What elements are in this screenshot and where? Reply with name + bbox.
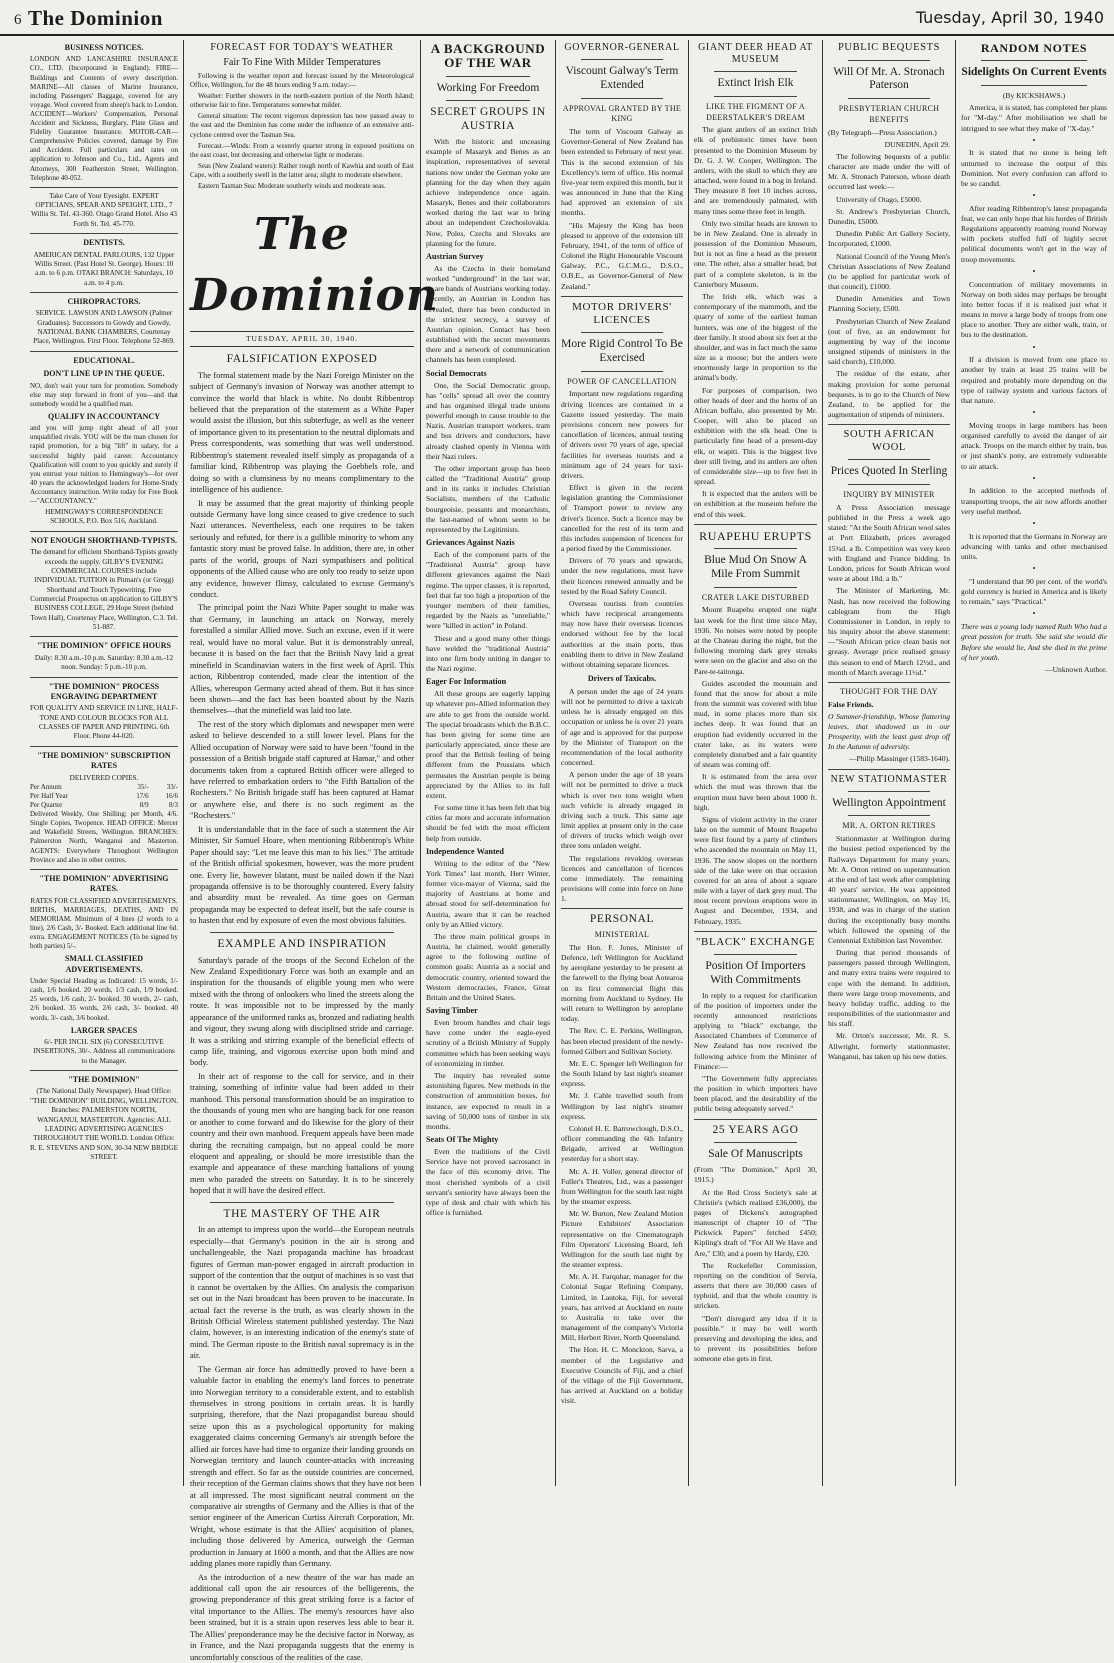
article-paragraph: A Press Association message published in the Press a week ago stated: "At the South African wool sales at Port Elizabeth, prices averaged 15¾d. a lb. Competition was very keen with England and France bidding. In London, prices for South African wool were at about 18d. a lb." bbox=[828, 502, 950, 584]
divider bbox=[561, 296, 683, 297]
note-paragraph: If a division is moved from one place to another by train at least 25 trains will be required and probably more depending on the type of railway system and various factors of that nature. bbox=[961, 355, 1107, 405]
divider bbox=[981, 85, 1087, 86]
article-byline: (By Telegraph—Press Association.) bbox=[828, 127, 937, 137]
article-subheadline: Blue Mud On Snow A Mile From Summit bbox=[704, 554, 807, 580]
article-paragraph: The residue of the estate, after making provision for some personal bequests, is to go to the Church of New Zealand, to be applied for the augmentation of stipends of ministers. bbox=[828, 369, 950, 420]
section-heading: CHIROPRACTORS. bbox=[67, 296, 141, 306]
article-subheadline: More Rigid Control To Be Exercised bbox=[561, 338, 683, 364]
section-subhead: Seats Of The Mighty bbox=[426, 1135, 499, 1145]
article-headline: PUBLIC BEQUESTS bbox=[837, 42, 941, 53]
divider bbox=[714, 1142, 797, 1143]
divider bbox=[848, 98, 930, 99]
article-paragraph: Colonel H. E. Barrowclough, D.S.O., officer commanding the 6th Infantry Brigade, arrived at Wellington yesterday for a short stay. bbox=[561, 1123, 683, 1164]
ad-text: NO, don't wait your turn for promotion. Somebody else may step forward in front of you—and that somebody would be a qualified man. bbox=[30, 381, 178, 408]
article-paragraph: Mr. A. H. Voller, general director of Fuller's Theatres, Ltd., was a passenger from Wellington for the south last night by the steamer express. bbox=[561, 1166, 683, 1207]
divider bbox=[30, 351, 178, 352]
list-item: St. Andrew's Presbyterian Church, Dunedin, £5000. bbox=[828, 206, 950, 226]
article-paragraph: Important new regulations regarding driving licences are contained in a Gazette issued yesterday. The main provisions concern new powers for cancellation of licences, annual testing of drivers over 70 years of age, special facilities for overseas tourists and a minimum age of 24 years for taxi-drivers. bbox=[561, 389, 683, 480]
ad-heading: NOT ENOUGH SHORTHAND-TYPISTS. bbox=[30, 535, 178, 545]
divider bbox=[30, 187, 178, 188]
ad-heading: "THE DOMINION" OFFICE HOURS bbox=[36, 641, 171, 651]
editorial-paragraph: The German air force has admittedly proved to have been a valuable factor in enabling the enemy's land forces to penetrate into Norwegian territory to a considerable extent, and to establish themselves in strong positions in certain areas. It is hardly surprising, therefore, that the Nazi propagandist bureau should seize upon this as a psychological opportunity for making exaggerated claims concerning Germany's air strength before the allied air forces have had time to organize their landing grounds on Norwegian territory and launch counter-attacks with increasing strength and effect. So far as the outside countries are concerned, their reception of the German claims shows that they have not been at all impressed. The most significant neutral comment on the comparative air strengths of Germany and the Allies is that of the senior engineer of the American Curtiss Aircraft Corporation, Mr. Wright, whose estimate is that the Allies' acquisition of planes, including those delivered by America, outweigh the German production in January at 1600 a month, and that the Allies are now adding planes more rapidly than Germany. bbox=[190, 1364, 414, 1569]
article-paragraph: Overseas tourists from countries which have reciprocal arrangements may now have their overseas licences endorsed without fee by the local authorities at the main ports, thus enabling them to drive in New Zealand without obtaining separate licences. bbox=[561, 598, 683, 669]
article-headline: THOUGHT FOR THE DAY bbox=[840, 686, 938, 696]
divider bbox=[30, 636, 178, 637]
article-headline: PERSONAL bbox=[589, 913, 655, 926]
business-notices-column bbox=[30, 40, 178, 1485]
table-cell: Per Annum bbox=[30, 782, 62, 791]
nameplate: The Dominion bbox=[190, 209, 439, 321]
article-paragraph: It is estimated from the area over which the mud was thrown that the eruption must have been about 1000 ft. high. bbox=[694, 772, 817, 812]
table-cell: 8/3 bbox=[169, 801, 178, 810]
note-paragraph: In addition to the accepted methods of transporting troops, the air now affords another very useful method. bbox=[961, 486, 1107, 516]
ad-dental: AMERICAN DENTAL PARLOURS, 132 Upper Willis Street. (Past Hotel St. George). Hours: 10 a.m. to 6 p.m. OTAKI BRANCH: Saturdays, 10 a.m. to 4 p.m. bbox=[33, 250, 175, 287]
office-hours: Daily: 8.30 a.m.-10 p.m. Saturday: 8.30 a.m.-12 noon. Sunday: 5 p.m.-10 p.m. bbox=[34, 653, 174, 672]
ad-heading: "THE DOMINION" SUBSCRIPTION RATES bbox=[37, 750, 171, 771]
article-paragraph: The other important group has been called the "Traditional Austria" group and in its ranks it includes Christian Socialists, members of the Catholic bourgeoisie, peasants and monarchists, the last-named of whom seem to be represented by the Legitimists. bbox=[426, 463, 550, 534]
thought-verse: O Summer-friendship, Whose flattering leaves, that shadowed us in our Prosperity, with the least gust drop off In the Autumn of adversity. bbox=[828, 711, 950, 752]
limerick-attribution: —Unknown Author. bbox=[1044, 664, 1107, 674]
table-cell: Per Quarter bbox=[30, 801, 63, 810]
ad-chiropractors: SERVICE. LAWSON AND LAWSON (Palmer Graduates). Successors to Gowdy and Gowdy, NATIONAL BANK CHAMBERS, Courtenay Place, Wellington. First Floor. Telephone 52-869. bbox=[33, 309, 175, 346]
list-item: University of Otago, £5000. bbox=[836, 194, 922, 204]
ad-opticians: Take Care of Your Eyesight. EXPERT OPTICIANS, SPEAR AND SPEIGHT, LTD., 7 Willis St. Tel. 43-360. Otago Grand Hotel. Also 43 Forth St. Tel. 45-770. bbox=[30, 191, 177, 228]
article-paragraph: Mr. W. Burton, New Zealand Motion Picture Exhibitors' Association representative on the Cinematograph Film Operators' Licensing Board, left Wellington for the south last night by the steamer express. bbox=[561, 1209, 683, 1270]
divider bbox=[714, 587, 797, 588]
ad-gilbys: The demand for efficient Shorthand-Typists greatly exceeds the supply. GILBY'S EVENING COMMERCIAL COURSES include INDIVIDUAL TUITION in Pitman's (or Gregg) Shorthand and Touch Typewriting. Free Commercial Prospectus on application to GILBY'S BUSINESS COLLEGE, 29 Hope Street (behind Town Hall), Courtenay Place, Wellington, C.3. Tel. 51-887. bbox=[30, 548, 178, 632]
article-paragraph: The Rev. C. E. Perkins, Wellington, has been elected president of the newly-formed Gilbert and Sullivan Society. bbox=[561, 1026, 683, 1056]
article-paragraph: Even broom handles and chair legs have come under the eagle-eyed scrutiny of a British Ministry of Supply committee which has been seeking ways of economizing in timber. bbox=[426, 1018, 550, 1068]
ad-heading: QUALIFY IN ACCOUNTANCY bbox=[47, 411, 160, 421]
article-subheadline: MR. A. ORTON RETIRES bbox=[842, 821, 936, 831]
separator-dot: • bbox=[1032, 191, 1036, 201]
subheading: DELIVERED COPIES. bbox=[69, 773, 139, 782]
article-subheadline: PRESBYTERIAN CHURCH BENEFITS bbox=[838, 104, 940, 124]
table-cell: 17/6 bbox=[136, 792, 149, 800]
news-column-4 bbox=[561, 40, 683, 1485]
editorial-paragraph: The formal statement made by the Nazi Foreign Minister on the subject of Germany's invasion of Norway was another attempt to convince the world that black is white. No doubt Ribbentrop believed that the preparation of the statement as a White Paper would assist the illusion, but this subterfuge, as well as the veneer of importance given to its presentation to the neutral diplomats and Press correspondents, was something that was well understood. Ribbentrop's statement revealed itself simply as propaganda of a familiar kind, Ribbentrop was playing the Goebbels role, and doing so with a clumsiness by no means complimentary to the intelligence of his audience. bbox=[190, 370, 414, 495]
separator-dot: • bbox=[1032, 564, 1036, 574]
divider bbox=[30, 869, 178, 870]
divider bbox=[561, 908, 683, 909]
editorial-paragraph: The rest of the story which diplomats and newspaper men were asked to believe descended to a still lower level. Plans for the Allied occupation of Norway were said to have been "found in the possession of a British brigade staff captured at Hamar," and other documents taken from a captured British officer were alleged to have referred to embarkation orders to "the Fifth Battalion of the Rochesters." No British brigade staff has been captured at Hamar or anywhere else, and there is no such regiment as the "Rochesters." bbox=[190, 719, 414, 821]
section-subhead: Social Democrats bbox=[426, 368, 487, 378]
edition-date: TUESDAY, APRIL 30, 1940. bbox=[190, 331, 414, 347]
separator-dot: • bbox=[1032, 473, 1036, 483]
article-paragraph: One, the Social Democratic group, has "cells" spread all over the country and has organised illegal trade unions powerful enough to cause trouble to the Nazis. Austrian transport workers, tram and bus drivers and conductors, have already clashed openly in Vienna with their Nazi rulers. bbox=[426, 380, 550, 461]
note-paragraph: Moving troops in large numbers has been organised carefully to avoid the danger of air attack. Troops on the march either by train, bus or just shank's pony, are extremely vulnerable to air attack. bbox=[961, 420, 1107, 471]
divider bbox=[714, 548, 797, 549]
article-headline: NEW STATIONMASTER bbox=[830, 773, 948, 785]
section-subhead: Grievances Against Nazis bbox=[426, 538, 515, 548]
article-subheadline: INQUIRY BY MINISTER bbox=[843, 490, 935, 500]
article-headline: GIANT DEER HEAD AT MUSEUM bbox=[698, 42, 813, 65]
ad-heading: "THE DOMINION" PROCESS ENGRAVING DEPARTMENT bbox=[48, 681, 160, 701]
article-paragraph: The giant antlers of an extinct Irish elk of prehistoric times have been presented to the Dominion Museum by Dr. G. J. W. Cooper, Wellington. The antlers, with the skull to which they are attached, were found in a bog in Ireland. They measure 8 feet 10 inches across, and are tremendously palmated, with many tines some three feet in length. bbox=[694, 125, 817, 216]
article-paragraph: The Rockefeller Commission, reporting on the condition of Servia, asserts that there are 30,000 cases of typhoid, and that the whole country is stricken. bbox=[694, 1260, 817, 1311]
masthead bbox=[0, 0, 1114, 36]
editorial-heading: FALSIFICATION EXPOSED bbox=[226, 352, 378, 365]
divider bbox=[210, 932, 394, 933]
divider bbox=[848, 791, 930, 792]
article-paragraph: Each of the component parts of the "Traditional Austria" group have different grievances against the Nazi regime. The upper classes, it is reported, feel that far too high a proportion of the younger members of their families, regarded by the Nazis as "unreliable," were "killed in action" in Poland. bbox=[426, 550, 550, 631]
masthead-date: Tuesday, April 30, 1940 bbox=[915, 8, 1104, 27]
article-paragraph: A person under the age of 24 years will not be permitted to drive a taxicab unless he is already engaged on this occupation or unless he is over 21 years of age and is approved for the purpose by the Minister of Transport on the recommendation of the local authority concerned. bbox=[561, 686, 683, 768]
article-paragraph: The following bequests of a public character are made under the will of Mr. A. Stronach Paterson, whose death occurred last week:— bbox=[828, 151, 950, 192]
ad-hemingway: HEMINGWAY'S CORRESPONDENCE SCHOOLS, P.O. Box 516, Auckland. bbox=[45, 508, 163, 526]
news-column-5 bbox=[694, 40, 817, 1485]
separator-dot: • bbox=[1032, 609, 1036, 619]
section-subhead: Drivers of Taxicabs. bbox=[587, 674, 657, 684]
article-byline: (From "The Dominion," April 30, 1915.) bbox=[694, 1165, 817, 1185]
article-paragraph: Writing to the editor of the "New York Times" last month, Herr Winter, former vice-mayor of Vienna, said the majority of Austrians at home and abroad stood for self-determination for Austria, aware that it can be reached only by an Allied victory. bbox=[426, 858, 550, 929]
article-headline: RUAPEHU ERUPTS bbox=[699, 528, 812, 543]
article-subheadline: POWER OF CANCELLATION bbox=[567, 376, 677, 386]
masthead-title: The Dominion bbox=[28, 6, 163, 30]
section-heading: EDUCATIONAL. bbox=[73, 355, 135, 365]
divider bbox=[30, 1070, 178, 1071]
article-subheadline: Will Of Mr. A. Stronach Paterson bbox=[833, 65, 945, 92]
article-paragraph: At the Red Cross Society's sale at Christie's (which realised £36,000), the pages of Dickens's autographed manuscript of chapter 10 of "The Pickwick Papers" fetched £450; Kipling's draft of "For All We Have and Are," £30; and a poem by Hardy, £20. bbox=[694, 1187, 817, 1258]
ad-heading: DON'T LINE UP IN THE QUEUE. bbox=[43, 369, 165, 379]
editorial-paragraph: The principal point the Nazi White Paper sought to make was that Germany, in launching an attack on Norway, merely forestalled a similar Allied move. Such an excuse, even if it were real, would have no moral value. But it is demonstrably unreal, because it is based on the fact that the British Navy laid a great minefield in Scandinavian waters in the first week of April. This action, Ribbentrop contended, made clear the intention of the Allies, whereupon Germany acted ahead of them. But it has since been shown—and the fact has been boasted about by the Nazis themselves—that the minefield was laid too late. bbox=[190, 603, 414, 716]
article-subheadline: LIKE THE FIGMENT OF A DEERSTALKER'S DREAM bbox=[706, 101, 805, 122]
divider bbox=[981, 60, 1087, 61]
article-dateline: DUNEDIN, April 29. bbox=[884, 139, 950, 149]
editorial-heading: EXAMPLE AND INSPIRATION bbox=[217, 937, 387, 950]
divider bbox=[828, 769, 950, 770]
article-paragraph: Mr. Orton's successor, Mr. R. S. Allwright, formerly stationmaster, Wanganui, has taken up his new duties. bbox=[828, 1031, 950, 1061]
ad-heading: SMALL CLASSIFIED ADVERTISEMENTS. bbox=[64, 954, 144, 974]
article-subheadline: CRATER LAKE DISTURBED bbox=[701, 592, 810, 602]
article-paragraph: These and a good many other things have welded the "traditional Austria" into one firm body uniting in danger to the Nazi regime. bbox=[426, 633, 550, 674]
divider bbox=[30, 746, 178, 747]
section-heading: DENTISTS. bbox=[83, 238, 125, 248]
column-rule bbox=[183, 40, 184, 1486]
process-engraving: FOR QUALITY AND SERVICE IN LINE, HALF-TONE AND COLOUR BLOCKS FOR ALL CLASSES OF PAPER AND PRINTING. 6th Floor. Phone 44-020. bbox=[30, 704, 178, 741]
larger-spaces-text: 6/- PER INCH. SIX (6) CONSECUTIVE INSERTIONS, 30/-. Address all communications to the Manager. bbox=[33, 1038, 175, 1065]
article-paragraph: Stationmaster at Wellington during the busiest period experienced by the Railways Department for many years, Mr. A. Orton retired on superannuation at the end of last week after completing 40 years' service. He was appointed stationmaster, Wellington, on May 16, 1938, and was in charge of the station during the exceptionally busy months which followed the opening of the Centennial Exhibition last November. bbox=[828, 834, 950, 945]
article-headline: RANDOM NOTES bbox=[980, 41, 1088, 55]
divider bbox=[581, 98, 663, 99]
note-paragraph: It is stated that no stone is being left unturned to increase the output of this Dominion. Not every confusion can afford to be so candid. bbox=[961, 148, 1107, 188]
table-cell: Per Half Year bbox=[30, 792, 68, 800]
divider bbox=[848, 815, 930, 816]
ad-heading: "THE DOMINION" ADVERTISING RATES. bbox=[39, 873, 169, 894]
article-paragraph: During that period thousands of passengers passed through Wellington, and many extra trains were required to cope with the demand. In addition, there were large troop movements, and heavy holiday traffic, adding to the responsibilities of the stationmaster and his staff. bbox=[828, 948, 950, 1029]
table-cell: 35/- bbox=[137, 782, 149, 791]
article-subheadline: Position Of Importers With Commitments bbox=[705, 959, 806, 986]
article-subheadline: Wellington Appointment bbox=[832, 796, 946, 809]
article-paragraph: Drivers of 70 years and upwards, under the new regulations, must have their licences renewed annually and be tested by the Road Safety Council. bbox=[561, 556, 683, 596]
divider bbox=[714, 96, 797, 97]
weather-text: Seas (New Zealand waters): Rather rough north of Kawhia and south of East Cape, with a southerly swell in the latter area; slight to moderate elsewhere. bbox=[190, 161, 414, 179]
article-subheadline: Sidelights On Current Events bbox=[961, 66, 1107, 79]
ad-london-lancashire: LONDON AND LANCASHIRE INSURANCE CO., LTD. (Incorporated in England). FIRE—Buildings and Contents of every description. MARINE—All classes of Marine Insurance, including Passengers' Baggage, covered for any voyage. Wool covered from sheep's back to London. ACCIDENT—Workers' Compensation, Personal Accident and Sickness, Burglary, Plate Glass and Fidelity Guarantee Insurance. MOTOR-CAR—Comprehensive Policies covered, damage by Fire and Accident. Full particulars and rates on application to Johnson and Co., Ltd., Agents and Attorneys, 300 Featherston Street, Wellington. Telephone 40-052. bbox=[30, 55, 178, 182]
article-headline: "BLACK" EXCHANGE bbox=[695, 935, 816, 948]
editorial-column bbox=[190, 40, 439, 1662]
divider bbox=[848, 60, 930, 61]
war-background-column bbox=[426, 40, 550, 1485]
article-paragraph: The Irish elk, which was a contemporary of the mammoth, and the quarry of some of the earliest human hunters, was one of the biggest of the deer family. It stood about six feet at the shoulder, and was in fact much the same size as a moose; but the antlers were enormously large in proportion to the animal's body. bbox=[694, 291, 817, 383]
editorial-paragraph: It may be assumed that the great majority of thinking people outside Germany have long since ceased to give credence to such Nazi utterances. Nevertheless, each one requires to be taken seriously and refuted, for there is a gullible minority to whom any fantastic story must be proved false. In addition, there are, in other parts of the world, groups of Nazi sympathisers and political opponents of the Allied cause who are only too ready to seize upon any evidence, however flimsy, calculated to excuse Germany's conduct. bbox=[190, 498, 414, 600]
article-subheadline: Viscount Galway's Term Extended bbox=[565, 65, 679, 91]
divider bbox=[714, 954, 797, 955]
divider bbox=[581, 371, 663, 372]
column-rule bbox=[555, 40, 556, 1486]
table-row bbox=[30, 801, 178, 810]
list-item: Presbyterian Church of New Zealand (out of five, as an endowment for augmenting by way of the income unsigned stipends of ministers in the said church), £10,000. bbox=[828, 316, 950, 367]
separator-dot: • bbox=[1032, 408, 1036, 418]
divider bbox=[30, 233, 178, 234]
separator-dot: • bbox=[1032, 135, 1036, 145]
ad-heading: LARGER SPACES bbox=[70, 1025, 138, 1035]
divider bbox=[714, 71, 797, 72]
editorial-paragraph: Saturday's parade of the troops of the Second Echelon of the New Zealand Expeditionary Force was both an example and an inspiration for the thousands of eligible young men who were mixed with the throng of onlookers who lined the streets along the route. It was impossible not to be impressed by the manly appearance of the uniformed ranks as, bronzed and radiating health and vigour, they swung along with disciplined stride and carriage. It was a striking and stirring example of the beneficial effects of camp life, training, and vigorous exercise upon both mind and body. bbox=[190, 955, 414, 1068]
divider bbox=[848, 459, 930, 460]
editorial-paragraph: As the introduction of a new theatre of the war has made an additional call upon the air resources of the belligerents, the growing preponderance of this great striking force is a factor of vital importance to the Allies. The enemy's resources have also been strained, but it is a strain upon reserves less able to bear it. The Allies' preponderance may be the decisive factor in Norway, as in France, and the Nazi propaganda suggests that the enemy is uncomfortably conscious of the realities of the case. bbox=[190, 1572, 414, 1662]
article-paragraph: Only two similar heads are known to be in New Zealand. One is already in possession of the Dominion Museum, but is not as fine a head as the present one. The other, also a smaller head, but part of a complete skeleton, is in the Canterbury Museum. bbox=[694, 218, 817, 289]
column-rule bbox=[688, 40, 689, 1486]
separator-dot: • bbox=[1032, 342, 1036, 352]
article-paragraph: In reply to a request for clarification of the position of importers under the recently announced restrictions applying to "black" exchange, the Associated Chambers of Commerce of New Zealand has now received the following advice from the Minister of Finance:— bbox=[694, 990, 817, 1071]
article-paragraph: A person under the age of 18 years will not be permitted to drive a truck which is over two tons weight when such vehicle is already engaged in driving such a truck. This same age limit applies at present only in the case of drivers of trucks which weigh over three tons unladen weight. bbox=[561, 770, 683, 851]
table-row bbox=[30, 783, 178, 792]
weather-text: Weather: Further showers in the north-eastern portion of the North Island; otherwise fair to fine. Temperatures somewhat milder. bbox=[190, 92, 414, 110]
thought-attribution: —Philip Massinger (1583-1640). bbox=[848, 754, 950, 764]
note-paragraph: "I understand that 90 per cent. of the world's gold currency is buried in America and is likely to remain," says "Practical." bbox=[961, 576, 1107, 607]
article-subheadline: SECRET GROUPS IN AUSTRIA bbox=[430, 106, 546, 133]
divider bbox=[581, 59, 663, 60]
thought-title: False Friends. bbox=[828, 699, 874, 709]
table-row bbox=[30, 792, 178, 801]
divider bbox=[446, 76, 530, 77]
article-paragraph: With the historic and unceasing example of Masaryk and Benes as an inspiration, representatives of several nations now under the German yoke are planning for the day when they again achieve independence once again. Masaryk, Benes and their collaborators worked during the last war to bring about an independent Czechoslovakia. Now, Poles, Czechs and Slovaks are planning for the future. bbox=[426, 136, 550, 248]
article-paragraph: The Minister of Marketing, Mr. Nash, has now received the following cablegram from the High Commissioner in London, in reply to his inquiry about the above statement:—"South African price clean basis not greasy. Average price realised greasy this season to end of March 12½d., and month of March average 11½d." bbox=[828, 586, 950, 677]
divider bbox=[694, 1119, 817, 1120]
divider bbox=[30, 531, 178, 532]
article-headline: SOUTH AFRICAN WOOL bbox=[843, 429, 935, 453]
article-subheadline: Working For Freedom bbox=[436, 81, 540, 94]
article-byline: (By KICKSHAWS.) bbox=[1002, 90, 1066, 100]
small-ads-text: Under Special Heading as Indicated: 15 words, 1/- cash, 1/6 booked. 20 words, 1/3 cash, 1/9 booked. 25 words, 1/6 cash, 2/- booked. 30 words, 2/- cash, 2/6 booked. 35 words, 2/6 cash, 3/- booked. 40 words, 3/- cash, 3/6 booked. bbox=[30, 977, 178, 1022]
random-notes-column bbox=[961, 40, 1107, 1485]
weather-title: FORECAST FOR TODAY'S WEATHER bbox=[210, 42, 394, 53]
limerick: There was a young lady named Ruth Who had a great passion for truth. She said she would die Before she would lie, And she died in the prime of her youth. bbox=[961, 622, 1107, 662]
article-paragraph: Even the traditions of the Civil Service have not proved sacrosanct in the face of this economy drive. The most cherished symbols of a civil servant's seniority have always been the type of desk and chair with which his office is furnished. bbox=[426, 1147, 550, 1218]
article-paragraph: The term of Viscount Galway as Governor-General of New Zealand has been extended to February of next year. This is the second extension of his Excellency's term of office. His normal five-year term expired this month, but it was announced in June that the King had approved an extension of six months. bbox=[561, 127, 683, 218]
list-item: Dunedin Public Art Gallery Society, Incorporated, £1000. bbox=[828, 229, 950, 249]
weather-text: Forecast.—Winds: From a westerly quarter strong in exposed positions on the east coast, but decreasing and otherwise light or moderate. bbox=[190, 141, 414, 159]
separator-dot: • bbox=[1032, 518, 1036, 528]
note-paragraph: After reading Ribbentrop's latest propaganda feat, we can only hope that his hordes of British Regulations apparently roaming round Norway with pockets stuffed full of highly secret political documents won't get in the way of troop movements. bbox=[961, 203, 1107, 264]
divider bbox=[694, 524, 817, 525]
weather-subtitle: Fair To Fine With Milder Temperatures bbox=[223, 57, 381, 68]
divider bbox=[828, 682, 950, 683]
article-paragraph: The Hon. F. Jones, Minister of Defence, left Wellington for Auckland by aeroplane yesterday to be present at the farewell to the flying boat Aotearoa on its first commercial flight this morning from Auckland to Sydney. He will return to Wellington by aeroplane today. bbox=[561, 942, 683, 1024]
divider bbox=[694, 931, 817, 932]
article-headline: A BACKGROUND OF THE WAR bbox=[430, 41, 546, 71]
section-subhead: Saving Timber bbox=[426, 1006, 478, 1016]
weather-intro: Following is the weather report and forecast issued by the Meteorological Office, Wellington, for the 48 hours ending 9 a.m. today:— bbox=[190, 72, 414, 90]
page-number: 6 bbox=[14, 12, 22, 28]
note-paragraph: America, it is stated, has completed her plans for "M-day." After mobilisation we shall be intrigued to see what they make of "X-day." bbox=[961, 103, 1107, 133]
list-item: Dunedin Amenities and Town Planning Society, £500. bbox=[828, 294, 950, 314]
news-column-6 bbox=[828, 40, 950, 1485]
article-subheadline: Extinct Irish Elk bbox=[717, 77, 794, 89]
article-subheadline: APPROVAL GRANTED BY THE KING bbox=[562, 103, 682, 124]
column-rule bbox=[420, 40, 421, 1486]
article-paragraph: Guides ascended the mountain and found that the snow for about a mile from the summit was covered with blue mud, in some places more than six inches deep. It was found that an eruption had evidently occurred in the crater lake, as its waters were completely disturbed and a fair quantity of steam was coming off. bbox=[694, 678, 817, 770]
weather-text: General situation: The recent vigorous depression has now passed away to the east and the Dominion has come under the influence of an extensive anti-cyclone centred over the Tasman Sea. bbox=[190, 112, 414, 139]
column-rule bbox=[822, 40, 823, 1486]
ad-text: and you will jump right ahead of all your unqualified rivals. YOU will be the man chosen for rapid promotion, for a big "lift" in salary, for a successful highly paid career. Accountancy Qualification will count to you quickly and surely if you entrust your tuition to Hemingway's—for over 40 years the acknowledged leaders for Home-Study Accountancy instruction. Write today for Free Book—"ACCOUNTANCY." bbox=[30, 424, 178, 505]
article-paragraph: The regulations revoking overseas licences and cancellation of licences come immediately. The remaining provisions will come into force on June 1. bbox=[561, 853, 683, 904]
section-subhead: MINISTERIAL bbox=[594, 930, 650, 940]
divider bbox=[30, 292, 178, 293]
article-paragraph: All these groups are eagerly lapping up whatever pro-Allied information they are able to get from the outside world. The special broadcasts which the B.B.C. has been giving for some time are particularly appreciated, since these are proof that the British feeling of being different from the Prussians which permeates the Austrian people is being appreciated by the Allies to its full extent. bbox=[426, 689, 550, 800]
divider bbox=[828, 424, 950, 425]
article-headline: 25 YEARS AGO bbox=[712, 1123, 799, 1136]
column-rule bbox=[955, 40, 956, 1486]
dominion-offices: (The National Daily Newspaper). Head Office: "THE DOMINION" BUILDING, WELLINGTON. Branches: PALMERSTON NORTH, WANGANUI, MASTERTON. Agencies: ALL LEADING ADVERTISING AGENCIES THROUGHOUT THE WORLD. London Office: R. E. STEVENS AND SON, 30-34 NEW BRIDGE STREET. bbox=[30, 1087, 179, 1161]
table-cell: 33/- bbox=[166, 782, 178, 791]
ad-heading: "THE DOMINION" bbox=[68, 1075, 140, 1085]
article-paragraph: It is expected that the antlers will be on exhibition at the museum before the end of this week. bbox=[694, 489, 817, 519]
divider bbox=[30, 677, 178, 678]
article-paragraph: The three main political groups in Austria, he claimed, would generally agree to the following outline of common goals: Austria as a social and democratic country, oriented toward the Western democracies, France, Great Britain and the United States. bbox=[426, 931, 550, 1002]
article-subheadline: Sale Of Manuscripts bbox=[708, 1148, 803, 1161]
subscription-text: Delivered Weekly, One Shilling; per Month, 4/6. Single Copies, Twopence. HEAD OFFICE: Mercer and Wakefield Streets, Wellington. BRANCHES: Palmerston North, Wanganui and Masterton. AGENTS: Everywhere Throughout Wellington Province and also in other centres. bbox=[30, 810, 178, 864]
section-subhead: Austrian Survey bbox=[426, 251, 484, 261]
article-paragraph: For some time it has been felt that big cities far more and accurate information should be fed with the most efficient help from outside. bbox=[426, 803, 550, 843]
editorial-heading: THE MASTERY OF THE AIR bbox=[223, 1207, 381, 1220]
section-subhead: Independence Wanted bbox=[426, 846, 504, 856]
table-cell: 16/6 bbox=[165, 792, 178, 800]
weather-text: Eastern Tasman Sea: Moderate southerly winds and moderate seas. bbox=[198, 182, 386, 191]
article-subheadline: Prices Quoted In Sterling bbox=[830, 465, 948, 478]
editorial-paragraph: In their act of response to the call for service, and in their training, something of infinite value had been added to their manhood. This personal transformation should be an inspiration to the thousands of young men who are hanging back for one reason or another to come forward and do likewise for the glory of their country and their own manhood. Frequent appeals have been made during the recruiting campaign, but no appeal could be more eloquent and appealing, or should be more irresistible than the example and appearance of these marching battalions of young men who paraded the streets on Saturday. It is to be sincerely hoped that it will have the desired effect. bbox=[190, 1071, 414, 1196]
advertising-text: BIRTHS, MARRIAGES, DEATHS, AND IN MEMORIAM. Minimum of 4 lines (2 words to a line), 2/6 Cash, 3/- Booked. Each additional line 6d. extra. ENGAGEMENT NOTICES (To be signed by both parties) 5/-. bbox=[30, 905, 178, 951]
article-paragraph: "His Majesty the King has been pleased to approve of the extension till February, 1941, of the term of office of Colonel the Right Honourable Viscount Galway, P.C., G.C.M.G., D.S.O., O.B.E., as Governor-General of New Zealand." bbox=[561, 220, 683, 291]
article-paragraph: "The Government fully appreciates the position in which importers have been placed, and the desirability of the public being adequately served." bbox=[694, 1073, 817, 1114]
article-paragraph: Signs of violent activity in the crater lake on the summit of Mount Ruapehu were first found by a party of climbers who ascended the mountain on May 11, 1936. The snow slopes on the northern side of the lake were on that occasion covered for an area of about a square mile with a layer of dark grey mud. The most recent previous eruptions were in August and December, 1934, and February, 1935. bbox=[694, 814, 817, 926]
weather-forecast bbox=[190, 42, 414, 191]
subheading: RATES FOR CLASSIFIED ADVERTISEMENTS. bbox=[30, 896, 178, 905]
divider bbox=[848, 484, 930, 485]
section-heading: BUSINESS NOTICES. bbox=[64, 43, 144, 52]
article-paragraph: The inquiry has revealed some astonishing figures. New methods in the construction of ammunition boxes, for instance, are expected to result in a saving of 50,000 tons of timber in six months. bbox=[426, 1070, 550, 1131]
article-paragraph: Mr. J. Cable travelled south from Wellington by last night's steamer express. bbox=[561, 1091, 683, 1121]
article-paragraph: For purposes of comparison, two other heads of deer and the horns of an African buffalo, also presented by Mr. Cooper, will also be placed on exhibition with the elk head. One is particularly fine head of a present-day elk, or wapiti. This is the biggest live deer still living, and its antlers are often of considerable size—up to five feet in spread. bbox=[694, 385, 817, 487]
article-headline: GOVERNOR-GENERAL bbox=[564, 42, 680, 53]
article-paragraph: Mount Ruapehu erupted one night last week for the first time since May, 1936. No noises were noted by people at the Chateau during the night, but the following morning dark grey streaks were seen on the glacier and also on the Pare-te-taitonga. bbox=[694, 605, 817, 676]
article-headline: MOTOR DRIVERS' LICENCES bbox=[572, 300, 672, 326]
table-cell: 8/9 bbox=[139, 801, 149, 810]
divider bbox=[581, 332, 663, 333]
article-paragraph: Mr. A. H. Farquhar, manager for the Colonial Sugar Refining Company, Limited, in Lautoka, Fiji, for several years, has arrived at Auckland en route to Australia to take over the management of the company's Victoria Mill, Herbert River, North Queensland. bbox=[561, 1272, 683, 1343]
separator-dot: • bbox=[1032, 266, 1036, 276]
article-paragraph: Effect is given in the recent legislation granting the Commissioner of Transport power to review any driver's licence. Such a licence may be cancelled for the rest of its term and this includes suspension of licences for a period fixed by the Commissioner. bbox=[561, 483, 683, 554]
section-subhead: Eager For Information bbox=[426, 677, 507, 687]
note-paragraph: Concentration of military movements in Norway on both sides may perhaps be brought into better focus if it is realised just what it means to move a large body of troops from one place to another. They are either walk, train, or bus to the destination. bbox=[961, 279, 1107, 340]
editorial-paragraph: In an attempt to impress upon the world—the European neutrals especially—that Germany's position in the air is strong and unchallengeable, the Nazi propaganda machine has broadcast figures of German man-power engaged in aircraft production in support of the contention that the output of machines is so vast that it cannot be overtaken by the Allies. On analysis the comparison set out in the Nazi broadcast has been proven to be inaccurate. In actual fact the reverse is the truth, as was clearly shown in the British Official Wireless statement published yesterday. The Nazi claim, however, is an interesting indication of the enemy's state of mind. The German riposte to the British naval supremacy is in the air. bbox=[190, 1225, 414, 1361]
article-paragraph: As the Czechs in their homeland worked "underground" in the last war, so are bands of Austrians working today. Recently, an Austrian in London has revealed, there has been conducted in the strictest secrecy, a survey of Austrian opinion. Contact has been established with the secret movements there and a network of communication channels has been completed. bbox=[426, 263, 550, 365]
subscription-table bbox=[30, 783, 178, 810]
article-paragraph: The Hon. H. C. Monckton, Sarva, a member of the Legislative and Executive Councils of Fiji, and a chief of the village of the Fiji Government, has arrived at Auckland on a holiday visit. bbox=[561, 1345, 683, 1406]
editorial-paragraph: It is understandable that in the face of such a statement the Air Minister, Sir Samuel Hoare, when mentioning Ribbentrop's White Paper should say: "Let me leave this man to his lies." The attitude of the British official spokesmen, however, was the more prudent one. Every lie, however blatant, must be nailed down if the Nazi propaganda offensive is to be thoroughly countered. Every falsity and absurdity must be revealed. As time goes on German propaganda may be expected to defeat itself, but the safe course is to hasten that end by exposure of even the most obvious falsities. bbox=[190, 824, 414, 926]
article-paragraph: Mr. E. C. Spenger left Wellington for the South Island by last night's steamer express. bbox=[561, 1058, 683, 1089]
list-item: National Council of the Young Men's Christian Associations of New Zealand (to be applied for particular work of that council), £1000. bbox=[828, 251, 950, 292]
article-paragraph: "Don't disregard any idea if it is possible." it may be well worth preserving and developing the idea, and to prevent its possibilities before someone else gets in first. bbox=[694, 1313, 817, 1364]
divider bbox=[210, 1202, 394, 1203]
divider bbox=[446, 100, 530, 101]
note-paragraph: It is reported that the Germans in Norway are advancing with tanks and other mechanised units. bbox=[961, 531, 1107, 562]
